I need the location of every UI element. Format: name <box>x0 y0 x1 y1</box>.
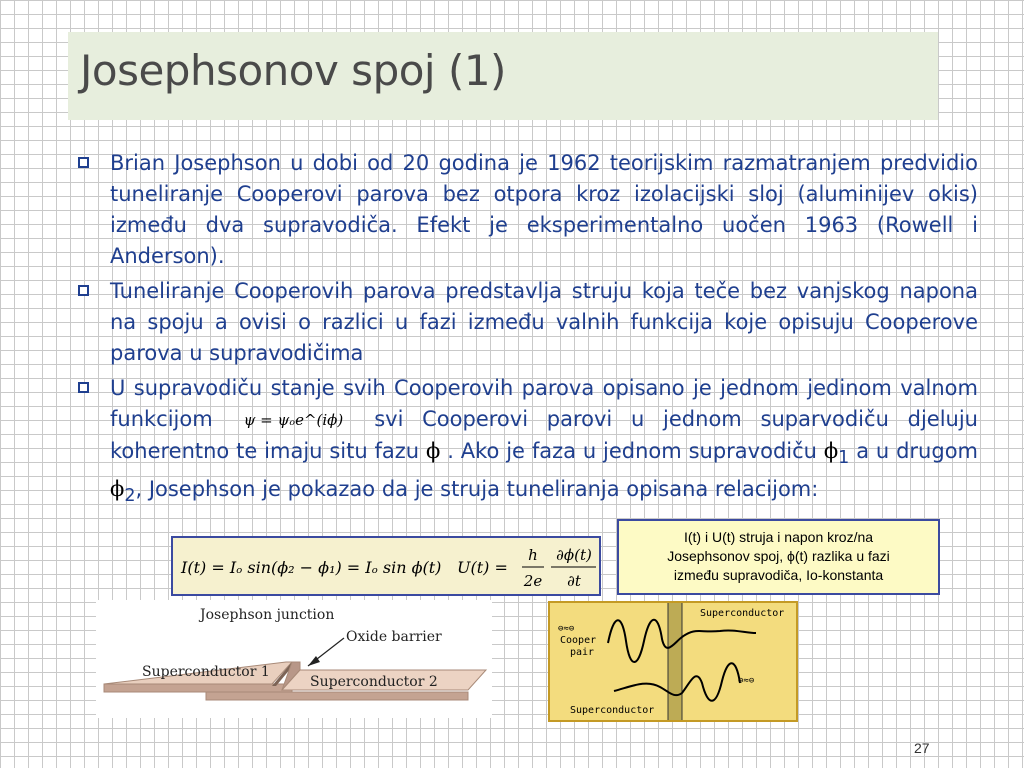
info-line: između supravodiča, Io-konstanta <box>673 567 884 583</box>
junction-figure-title: Josephson junction <box>200 607 335 623</box>
superconductor-1-label: Superconductor 1 <box>142 664 270 680</box>
slide-title: Josephsonov spoj (1) <box>80 46 506 95</box>
sc2-front-face <box>206 692 468 700</box>
frac1-denominator: 2e <box>523 572 543 590</box>
superconductor-2-label: Superconductor 2 <box>310 674 438 690</box>
info-box <box>617 519 940 595</box>
checkbox-bullet-icon <box>78 285 89 296</box>
bullet-item <box>72 373 978 512</box>
frac1-numerator: h <box>528 546 538 564</box>
bullet-text-part: a u drugom <box>856 438 978 463</box>
cooper-label: Cooper <box>560 635 597 646</box>
voltage-equation-lhs: U(t) = <box>457 558 508 577</box>
equation-svg <box>173 538 599 594</box>
bullet-text: Tuneliranje Cooperovih parova predstavlja struju koja teče bez vanjskog napona na spoju a ovisi o razlici u fazi između valnih funkcija koje opisuju Cooperove parova u supravodičima <box>110 279 978 365</box>
bullet-item <box>72 276 978 369</box>
wave-diagram <box>550 603 796 720</box>
pair-label: pair <box>570 647 595 658</box>
josephson-equation-box <box>171 536 601 596</box>
bullet-list <box>72 148 978 516</box>
phase-symbol: ϕ <box>425 438 441 463</box>
cooper-pair-symbol-icon: ⊖≈⊖ <box>558 624 575 634</box>
frac2-denominator: ∂t <box>567 572 581 590</box>
phase-symbol-1: ϕ <box>823 438 839 463</box>
bullet-text-part: U supravodiču stanje svih Cooperovih parova opisano je jednom jedinom valnom funkcijom <box>110 376 978 431</box>
page-number: 27 <box>914 740 930 756</box>
bullet-item <box>72 148 978 272</box>
cooper-pair-wave-figure <box>548 601 798 722</box>
info-line: I(t) i U(t) struja i napon kroz/na <box>683 529 874 545</box>
bullet-text-part: , Josephson je pokazao da je struja tuneliranja opisana relacijom: <box>135 476 819 501</box>
oxide-barrier-label: Oxide barrier <box>346 629 442 645</box>
bullet-text-part: svi Cooperovi parovi u jednom suparvodiču djeluju koherentno te imaju situ fazu <box>110 407 978 463</box>
checkbox-bullet-icon <box>78 382 89 393</box>
insulator-band <box>668 603 682 720</box>
cooper-pair-symbol-icon: ⊖≈⊖ <box>738 676 755 686</box>
title-bar <box>68 32 938 120</box>
sc1-front-face <box>104 684 292 692</box>
bottom-superconductor-label: Superconductor <box>570 705 655 716</box>
junction-diagram <box>96 600 492 718</box>
phase-subscript-2: 2 <box>124 485 136 506</box>
bullet-text: Brian Josephson u dobi od 20 godina je 1962 teorijskim razmatranjem predvidio tuneliranje Cooperovi parova bez otpora kroz izolacijski sloj (aluminijev okis) između dva supravodiča. Efekt je eksperimentalno uočen 1963 (Rowell i Anderson). <box>110 151 978 268</box>
checkbox-bullet-icon <box>78 157 89 168</box>
phase-subscript-1: 1 <box>838 447 850 468</box>
bullet-text-part: . Ako je faza u jednom supravodiču <box>447 438 817 463</box>
phase-symbol-2: ϕ <box>110 476 125 501</box>
josephson-junction-figure <box>96 600 492 718</box>
info-line: Josephsonov spoj, ϕ(t) razlika u fazi <box>667 548 890 564</box>
current-equation: I(t) = Iₒ sin(ϕ₂ − ϕ₁) = Iₒ sin ϕ(t) <box>181 558 442 577</box>
wavefunction-equation: ψ = ψₒe^(iϕ) <box>243 410 344 429</box>
frac2-numerator: ∂ϕ(t) <box>556 546 592 564</box>
top-superconductor-label: Superconductor <box>700 608 785 619</box>
